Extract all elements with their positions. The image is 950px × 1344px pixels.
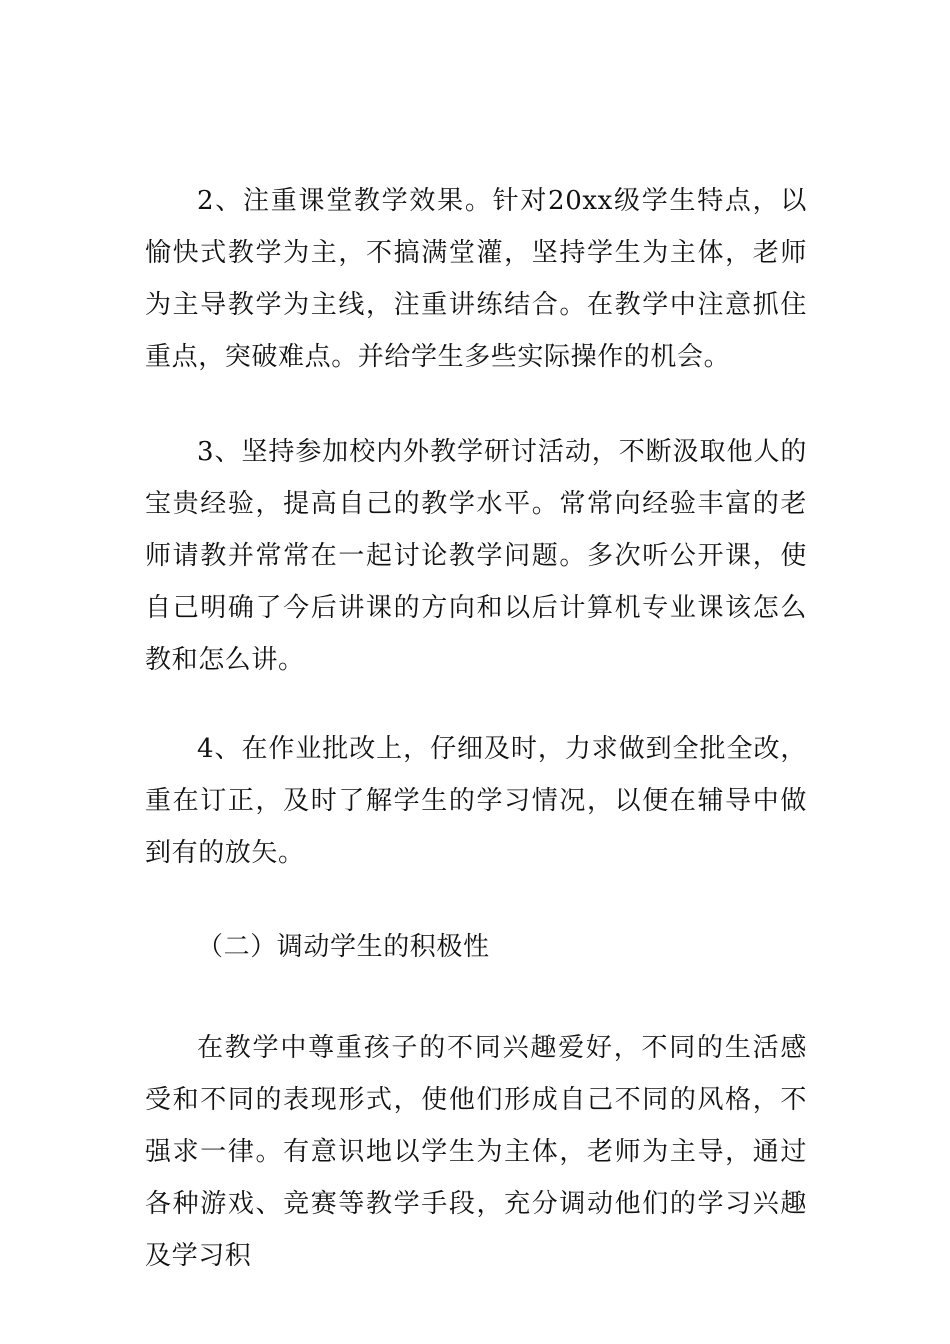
paragraph-item-2: 2、注重课堂教学效果。针对20xx级学生特点，以愉快式教学为主，不搞满堂灌，坚持学生为主体，老师为主导教学为主线，注重讲练结合。在教学中注意抓住重点，突破难点。并给学生多些实际操作的机会。 <box>145 186 807 372</box>
paragraph-item-4: 4、在作业批改上，仔细及时，力求做到全批全改，重在订正，及时了解学生的学习情况，以便在辅导中做到有的放矢。 <box>145 734 807 868</box>
paragraph-final: 在教学中尊重孩子的不同兴趣爱好，不同的生活感受和不同的表现形式，使他们形成自己不同的风格，不强求一律。有意识地以学生为主体，老师为主导，通过各种游戏、竞赛等教学手段，充分调动他们的学习兴趣及学习积 <box>145 1033 807 1271</box>
section-heading: （二）调动学生的积极性 <box>197 932 490 962</box>
paragraph-item-3: 3、坚持参加校内外教学研讨活动，不断汲取他人的宝贵经验，提高自己的教学水平。常常向经验丰富的老师请教并常常在一起讨论教学问题。多次听公开课，使自己明确了今后讲课的方向和以后计算机专业课该怎么教和怎么讲。 <box>145 437 807 675</box>
